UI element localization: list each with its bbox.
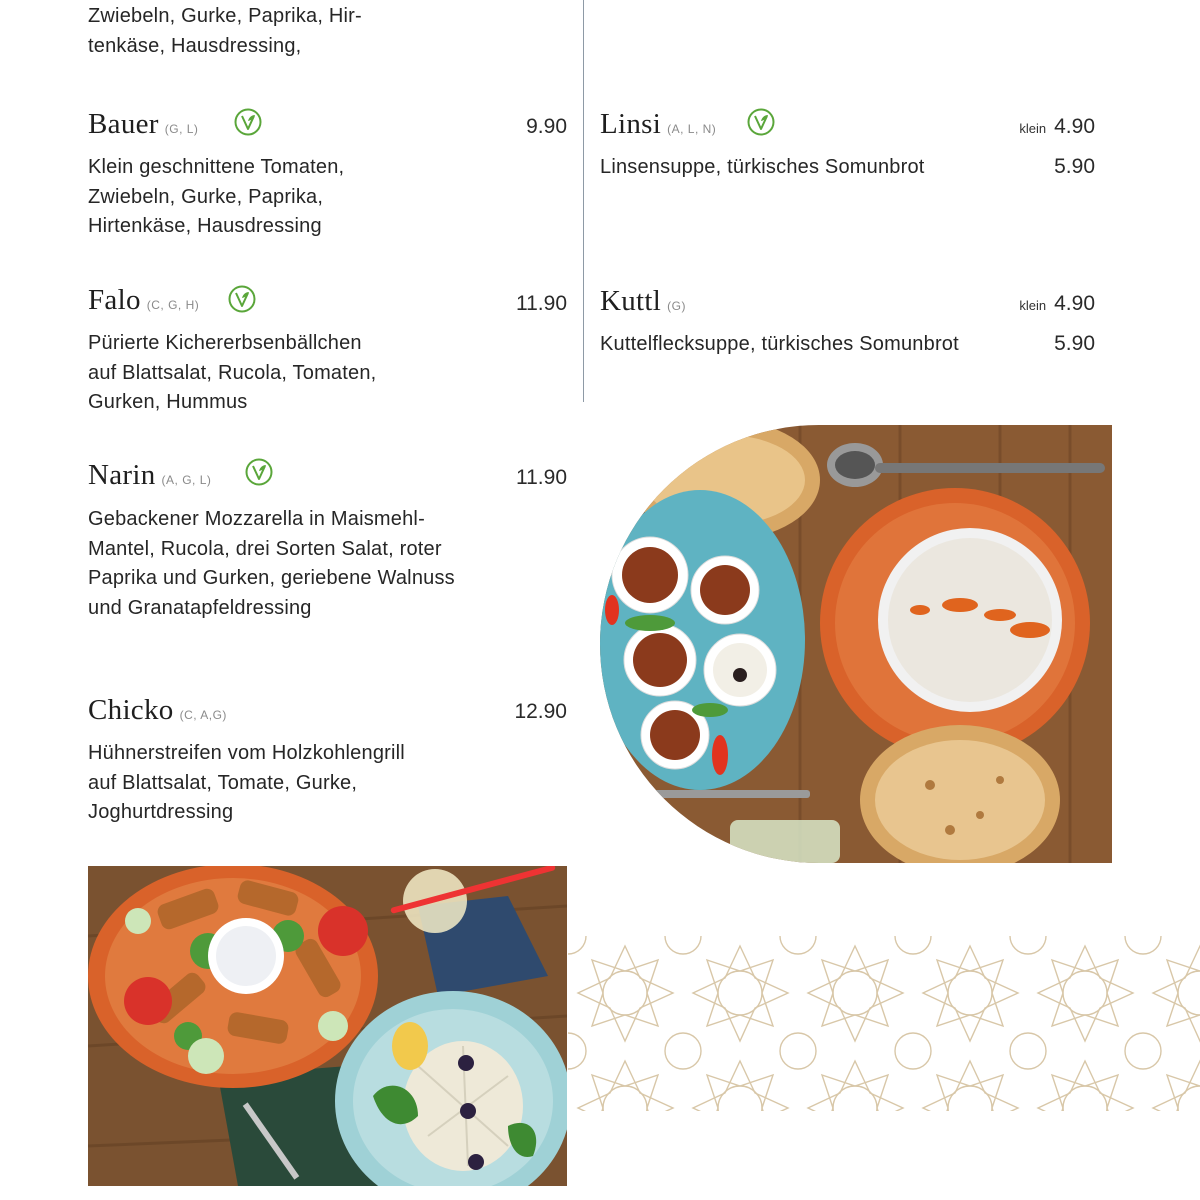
dish-name: Falo xyxy=(88,284,141,316)
leaf-v-icon xyxy=(244,457,274,487)
dish-price: 9.90 xyxy=(526,115,567,138)
allergen-codes: (G) xyxy=(667,299,686,313)
allergen-codes: (A, L, N) xyxy=(667,122,717,136)
dish-name: Bauer xyxy=(88,108,159,140)
dish-price: 11.90 xyxy=(516,466,567,489)
dish-description: Pürierte Kichererbsenbällchen auf Blattsalat, Rucola, Tomaten, Gurken, Hummus xyxy=(88,332,377,413)
allergen-codes: (G, L) xyxy=(164,122,199,136)
dish-narin xyxy=(88,459,211,492)
previous-dish-description: Zwiebeln, Gurke, Paprika, Hir- tenkäse, Hausdressing, xyxy=(88,5,362,57)
size-label: klein xyxy=(1019,121,1047,136)
dish-name: Chicko xyxy=(88,694,174,726)
allergen-codes: (A, G, L) xyxy=(161,473,212,487)
dish-falo xyxy=(88,284,199,317)
allergen-codes: (C, A,G) xyxy=(179,708,227,722)
dish-linsi xyxy=(600,108,716,141)
dish-price: 11.90 xyxy=(516,292,567,315)
soup-photo xyxy=(600,425,1112,863)
leaf-v-icon xyxy=(746,107,776,137)
dish-chicko xyxy=(88,694,227,727)
allergen-codes: (C, G, H) xyxy=(146,298,200,312)
salad-photo xyxy=(88,866,567,1186)
leaf-v-icon xyxy=(233,107,263,137)
column-divider xyxy=(583,0,584,402)
decorative-pattern xyxy=(568,936,1200,1111)
dish-description: Hühnerstreifen vom Holzkohlengrill auf Blattsalat, Tomate, Gurke, Joghurtdressing xyxy=(88,742,405,823)
price-large: 5.90 xyxy=(1054,155,1095,178)
dish-bauer xyxy=(88,108,198,141)
dish-name: Linsi xyxy=(600,108,662,140)
dish-description: Gebackener Mozzarella in Maismehl- Mantel, Rucola, drei Sorten Salat, roter Paprika und Gurken, geriebene Walnuss und Granatapfeldressing xyxy=(88,508,455,619)
dish-description: Linsensuppe, türkisches Somunbrot xyxy=(600,156,925,178)
dish-kuttl xyxy=(600,285,686,318)
dish-name: Narin xyxy=(88,459,156,491)
dish-name: Kuttl xyxy=(600,285,662,317)
price-large: 5.90 xyxy=(1054,332,1095,355)
dish-price: 12.90 xyxy=(514,700,567,723)
dish-description: Kuttelflecksuppe, türkisches Somunbrot xyxy=(600,333,959,355)
dish-price-small xyxy=(960,115,1095,139)
leaf-v-icon xyxy=(227,284,257,314)
size-label: klein xyxy=(1019,298,1047,313)
dish-description: Klein geschnittene Tomaten, Zwiebeln, Gurke, Paprika, Hirtenkäse, Hausdressing xyxy=(88,156,345,237)
dish-price-small xyxy=(960,292,1095,316)
price-small: 4.90 xyxy=(1054,292,1095,315)
price-small: 4.90 xyxy=(1054,115,1095,138)
